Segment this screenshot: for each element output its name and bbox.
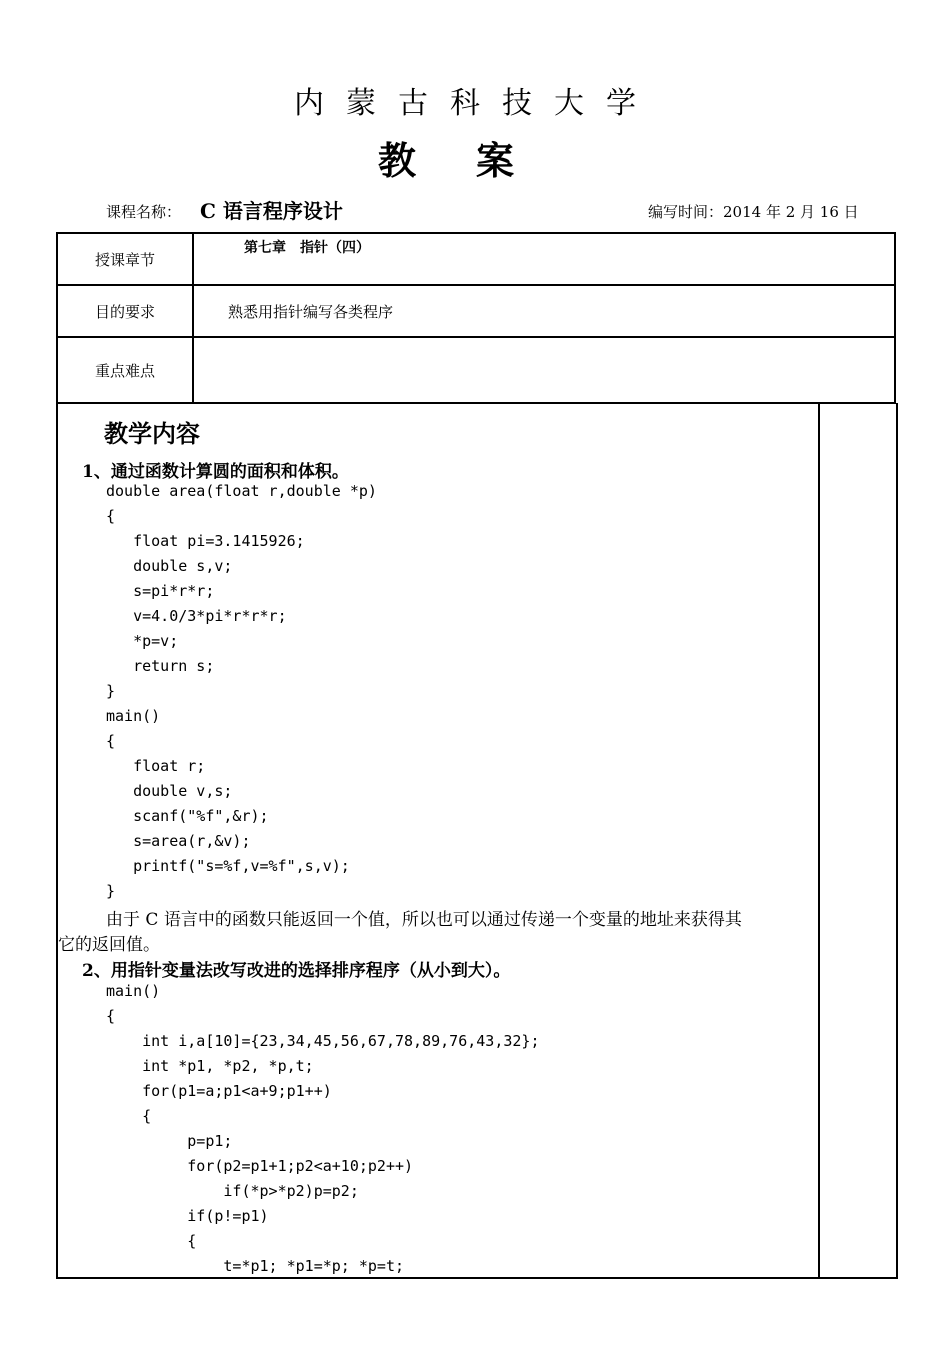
course-label: 课程名称： [106,203,182,221]
key-points-value [193,337,895,403]
code-line: scanf("%f",&r); [106,807,269,825]
code-line: double v,s; [106,782,233,800]
code-line: double s,v; [106,557,233,575]
code-line: { [106,1107,152,1125]
university-title: 内蒙古科技大学 [294,86,658,121]
code-line: t=*p1; *p1=*p; *p=t; [106,1257,405,1275]
code-line: { [106,732,116,750]
explanation-line-2: 它的返回值。 [58,935,160,955]
explanation-line-1: 由于 C 语言中的函数只能返回一个值，所以也可以通过传递一个变量的地址来获得其 [106,910,742,930]
code-line: p=p1; [106,1132,233,1150]
table-row [57,233,895,285]
code-line: { [106,1232,197,1250]
code-line: int i,a[10]={23,34,45,56,67,78,89,76,43,32}; [106,1032,540,1050]
document-type-title: 教案 [377,138,574,183]
code-line: { [106,507,116,525]
objective-value: 熟悉用指针编写各类程序 [193,285,895,337]
code-line: if(*p>*p2)p=p2; [106,1182,359,1200]
code-line: int *p1, *p2, *p,t; [106,1057,314,1075]
table-row [57,285,895,337]
section-2-title: 2、用指针变量法改写改进的选择排序程序（从小到大）。 [82,961,511,981]
chapter-label: 授课章节 [57,233,193,285]
code-line: } [106,682,116,700]
code-line: printf("s=%f,v=%f",s,v); [106,857,350,875]
code-line: *p=v; [106,632,179,650]
code-line: double area(float r,double *p) [106,482,377,500]
code-line: float r; [106,757,206,775]
code-line: float pi=3.1415926; [106,532,305,550]
key-points-label: 重点难点 [57,337,193,403]
chapter-value: 第七章 指针（四） [244,240,370,256]
code-line: return s; [106,657,215,675]
chapter-value-cell [193,233,895,285]
notes-column-divider [818,403,820,1277]
teaching-content-heading: 教学内容 [104,419,200,448]
code-line: } [106,882,116,900]
code-line: s=pi*r*r; [106,582,215,600]
code-line: v=4.0/3*pi*r*r*r; [106,607,287,625]
date-text: 编写时间：2014 年 2 月 16 日 [648,203,859,221]
table-row [57,337,895,403]
course-name: C 语言程序设计 [200,199,343,223]
objective-label: 目的要求 [57,285,193,337]
code-line: { [106,1007,116,1025]
code-line: if(p!=p1) [106,1207,269,1225]
code-line: s=area(r,&v); [106,832,251,850]
lesson-info-table [56,232,896,404]
code-line: for(p2=p1+1;p2<a+10;p2++) [106,1157,414,1175]
code-line: for(p1=a;p1<a+9;p1++) [106,1082,332,1100]
code-line: main() [106,707,161,725]
code-line: main() [106,982,161,1000]
section-1-title: 1、通过函数计算圆的面积和体积。 [82,462,349,482]
